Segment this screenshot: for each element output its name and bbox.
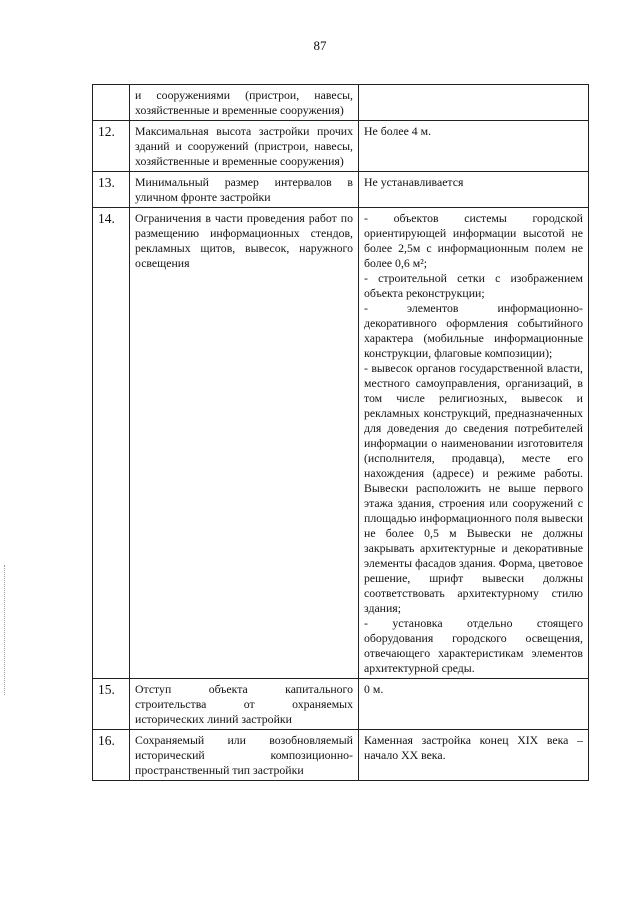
row-parameter: Сохраняемый или возобновляемый исторический композиционно-пространственный тип застройки xyxy=(130,730,359,781)
row-value xyxy=(359,208,589,679)
row-number xyxy=(93,85,130,121)
row-parameter: и сооружениями (пристрои, навесы, хозяйственные и временные сооружения) xyxy=(130,85,359,121)
table-row xyxy=(93,85,589,121)
value-paragraph: Не более 4 м. xyxy=(364,124,432,138)
value-paragraph: Каменная застройка конец XIX века – начало XX века. xyxy=(364,733,583,762)
table-row xyxy=(93,121,589,172)
row-parameter: Максимальная высота застройки прочих зданий и сооружений (пристрои, навесы, хозяйственные и временные сооружения) xyxy=(130,121,359,172)
row-value xyxy=(359,172,589,208)
row-value xyxy=(359,85,589,121)
row-parameter: Ограничения в части проведения работ по размещению информационных стендов, рекламных щитов, вывесок, наружного освещения xyxy=(130,208,359,679)
row-number: 14. xyxy=(93,208,130,679)
value-paragraph: Не устанавливается xyxy=(364,175,464,189)
row-value xyxy=(359,730,589,781)
regulations-table xyxy=(92,84,589,781)
row-value xyxy=(359,121,589,172)
row-number: 15. xyxy=(93,679,130,730)
row-value xyxy=(359,679,589,730)
scan-edge-artifact xyxy=(4,565,7,695)
row-number: 13. xyxy=(93,172,130,208)
table-body xyxy=(93,85,589,781)
page-number: 87 xyxy=(313,38,327,53)
value-paragraph: - установка отдельно стоящего оборудования городского освещения, отвечающего характеристикам элементов архитектурной среды. xyxy=(364,616,583,675)
row-number: 12. xyxy=(93,121,130,172)
table-row xyxy=(93,730,589,781)
table-row xyxy=(93,679,589,730)
value-paragraph: - объектов системы городской ориентирующей информации высотой не более 2,5м с информационным полем не более 0,6 м²; xyxy=(364,211,583,270)
value-paragraph: 0 м. xyxy=(364,682,384,696)
value-paragraph: - вывесок органов государственной власти, местного самоуправления, организаций, в том числе религиозных, вывесок и рекламных конструкций, предназначенных для доведения до сведения потребителей информации о наименовании изготовителя (исполнителя, продавца), месте его нахождения (адресе) и режиме работы. Вывески расположить не выше первого этажа здания, строения или сооружений с площадью информационного поля вывески не более 0,5 м Вывески не должны закрывать архитектурные и декоративные элементы фасадов здания. Форма, цветовое решение, шрифт вывески должны соответствовать архитектурному стилю здания; xyxy=(364,361,583,615)
table-row xyxy=(93,172,589,208)
value-paragraph: - строительной сетки с изображением объекта реконструкции; xyxy=(364,271,583,300)
row-number: 16. xyxy=(93,730,130,781)
value-paragraph: - элементов информационно-декоративного оформления событийного характера (мобильные информационные конструкции, флаговые композиции); xyxy=(364,301,583,360)
table-row xyxy=(93,208,589,679)
row-parameter: Минимальный размер интервалов в уличном фронте застройки xyxy=(130,172,359,208)
row-parameter: Отступ объекта капитального строительства от охраняемых исторических линий застройки xyxy=(130,679,359,730)
